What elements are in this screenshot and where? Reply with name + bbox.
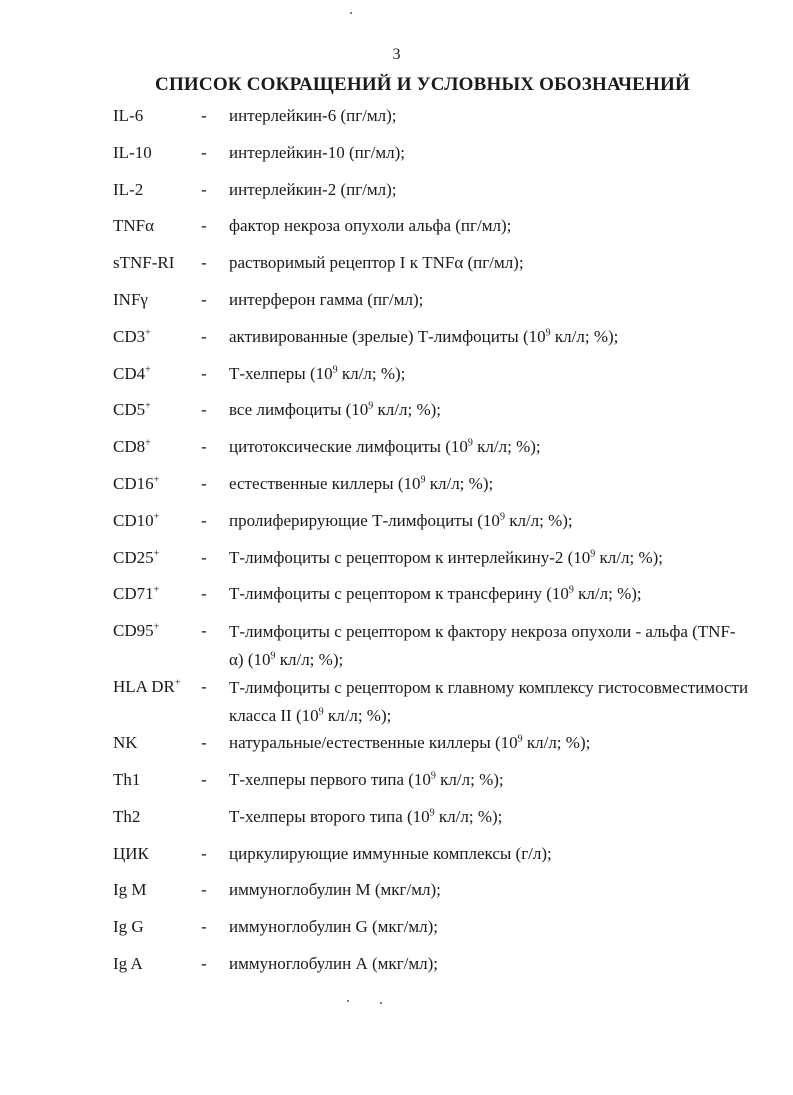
abbreviation-dash: -	[201, 621, 207, 641]
abbreviation-definition	[229, 762, 504, 799]
definition-exponent: 9	[545, 327, 551, 339]
abbreviation-term	[113, 836, 149, 873]
abbreviation-dash: -	[201, 880, 207, 900]
abbreviation-definition	[229, 282, 423, 319]
abbreviation-row	[113, 909, 753, 946]
definition-unit: кл/л; %);	[595, 547, 663, 567]
abbreviation-row	[113, 540, 753, 577]
definition-exponent: 9	[568, 584, 574, 596]
abbreviation-term-text: Th2	[113, 806, 141, 826]
definition-text: циркулирующие иммунные комплексы (г/л);	[229, 843, 552, 863]
definition-text: иммуноглобулин А (мкг/мл);	[229, 953, 439, 973]
abbreviation-definition	[229, 576, 642, 613]
abbreviation-term	[113, 172, 143, 209]
abbreviation-definition	[229, 429, 541, 466]
abbreviation-term	[113, 98, 143, 135]
abbreviation-row	[113, 613, 753, 669]
abbreviation-term	[113, 872, 147, 909]
definition-unit: кл/л; %);	[472, 437, 541, 457]
abbreviation-term	[113, 799, 140, 836]
abbreviation-row	[113, 669, 753, 725]
definition-text: Т-хелперы первого типа (10	[229, 769, 431, 789]
abbreviation-definition	[229, 503, 573, 540]
abbreviation-definition	[229, 392, 441, 429]
abbreviation-definition	[229, 618, 749, 674]
abbreviation-term-text: ЦИК	[113, 843, 149, 863]
abbreviation-superscript: +	[153, 547, 160, 559]
abbreviation-term	[113, 669, 181, 706]
abbreviation-term	[113, 392, 151, 429]
abbreviation-row	[113, 946, 753, 983]
abbreviation-dash: -	[201, 253, 207, 273]
definition-text: Т-лимфоциты с рецептором к фактору некроза опухоли - альфа (TNF-α) (10	[229, 622, 736, 670]
definition-exponent: 9	[429, 807, 435, 819]
abbreviation-definition	[229, 946, 438, 983]
definition-text: фактор некроза опухоли альфа (пг/мл);	[229, 216, 512, 236]
abbreviation-dash: -	[201, 510, 207, 530]
abbreviation-row	[113, 466, 753, 503]
definition-text: Т-лимфоциты с рецептором к главному комплексу гистосовместимости класса II (10	[229, 678, 749, 726]
abbreviation-term	[113, 762, 140, 799]
definition-exponent: 9	[430, 770, 436, 782]
abbreviation-term-text: Ig G	[113, 917, 144, 937]
abbreviation-term	[113, 356, 151, 393]
abbreviation-term-text: Ig A	[113, 953, 143, 973]
definition-unit: кл/л; %);	[504, 510, 573, 530]
abbreviation-term	[113, 429, 151, 466]
definition-text: цитотоксические лимфоциты (10	[229, 437, 468, 457]
abbreviation-term-text: Th1	[113, 769, 141, 789]
definition-exponent: 9	[332, 363, 338, 375]
abbreviation-term-text: TNFα	[113, 216, 155, 236]
abbreviation-superscript: +	[145, 363, 151, 375]
abbreviation-term	[113, 208, 154, 245]
abbreviation-term-text: CD10	[113, 510, 154, 530]
definition-text: Т-лимфоциты с рецептором к интерлейкину-2 (10	[229, 547, 591, 567]
scan-speck	[380, 1002, 382, 1004]
abbreviation-term-text: IL-6	[113, 106, 144, 125]
definition-exponent: 9	[590, 547, 596, 559]
definition-exponent: 9	[368, 400, 374, 412]
abbreviation-row	[113, 725, 753, 762]
abbreviation-row	[113, 392, 753, 429]
abbreviation-definition	[229, 172, 397, 209]
abbreviation-dash: -	[201, 953, 207, 973]
scan-speck	[350, 12, 352, 14]
abbreviation-superscript: +	[153, 474, 160, 486]
abbreviation-definition	[229, 98, 397, 135]
abbreviation-dash: -	[201, 843, 207, 863]
definition-text: натуральные/естественные киллеры (10	[229, 733, 518, 753]
abbreviation-term	[113, 725, 138, 762]
abbreviation-superscript: +	[153, 584, 160, 596]
definition-unit: кл/л; %);	[425, 473, 494, 493]
abbreviation-term-text: CD3	[113, 326, 146, 346]
definition-exponent: 9	[420, 474, 426, 486]
abbreviation-superscript: +	[174, 677, 181, 689]
abbreviation-dash: -	[201, 473, 207, 493]
abbreviation-dash: -	[201, 289, 207, 309]
abbreviation-definition	[229, 799, 502, 836]
definition-text: естественные киллеры (10	[229, 473, 421, 493]
definition-unit: кл/л; %);	[323, 706, 392, 726]
abbreviation-row	[113, 98, 753, 135]
abbreviation-dash: -	[201, 917, 207, 937]
abbreviation-dash: -	[201, 769, 207, 789]
abbreviation-term-text: HLA DR	[113, 677, 175, 697]
definition-text: растворимый рецептор I к TNFα (пг/мл);	[229, 253, 524, 273]
abbreviation-term-text: CD5	[113, 400, 146, 420]
abbreviation-row	[113, 135, 753, 172]
abbreviation-row	[113, 172, 753, 209]
page-number: 3	[392, 46, 401, 63]
abbreviation-term	[113, 319, 151, 356]
abbreviation-dash: -	[201, 363, 207, 383]
abbreviation-definition	[229, 872, 441, 909]
abbreviation-term	[113, 576, 159, 613]
abbreviation-row	[113, 282, 753, 319]
definition-unit: кл/л; %);	[573, 584, 642, 604]
abbreviation-definition	[229, 319, 618, 356]
definition-text: пролиферирующие Т-лимфоциты (10	[229, 510, 500, 530]
definition-unit: кл/л; %);	[373, 400, 442, 420]
abbreviation-row	[113, 319, 753, 356]
definition-text: иммуноглобулин М (мкг/мл);	[229, 880, 441, 900]
abbreviation-dash: -	[201, 437, 207, 457]
abbreviation-row	[113, 356, 753, 393]
abbreviation-term	[113, 946, 143, 983]
definition-unit: кл/л; %);	[434, 806, 503, 826]
abbreviation-term	[113, 282, 148, 319]
abbreviation-definition	[229, 245, 524, 282]
abbreviation-dash: -	[201, 547, 207, 567]
definition-text: интерлейкин-2 (пг/мл);	[229, 179, 397, 199]
abbreviation-superscript: +	[153, 511, 160, 523]
abbreviation-definition	[229, 356, 405, 393]
abbreviation-dash: -	[201, 733, 207, 753]
definition-text: Т-хелперы второго типа (10	[229, 806, 430, 826]
abbreviation-dash: -	[201, 400, 207, 420]
abbreviation-superscript: +	[145, 437, 151, 449]
definition-text: интерферон гамма (пг/мл);	[229, 289, 424, 309]
abbreviation-superscript: +	[145, 400, 151, 412]
abbreviation-superscript: +	[153, 621, 160, 633]
definition-unit: кл/л; %);	[275, 650, 344, 670]
definition-unit: кл/л; %);	[522, 733, 591, 753]
abbreviation-dash: -	[201, 326, 207, 346]
abbreviation-term-text: sTNF-RI	[113, 253, 175, 273]
abbreviation-term-text: CD25	[113, 547, 154, 567]
abbreviation-definition	[229, 674, 749, 730]
abbreviation-row	[113, 762, 753, 799]
definition-text: Т-лимфоциты с рецептором к трансферину (10	[229, 584, 569, 604]
abbreviation-term	[113, 466, 159, 503]
abbreviation-definition	[229, 725, 590, 762]
abbreviation-row	[113, 208, 753, 245]
abbreviation-definition	[229, 208, 511, 245]
scan-speck	[347, 1000, 349, 1002]
definition-exponent: 9	[499, 511, 505, 523]
abbreviation-definition	[229, 836, 552, 873]
abbreviation-superscript: +	[145, 327, 151, 339]
definition-text: иммуноглобулин G (мкг/мл);	[229, 917, 439, 937]
abbreviation-row	[113, 799, 753, 836]
abbreviation-term-text: IL-2	[113, 179, 144, 199]
abbreviation-definition	[229, 466, 493, 503]
abbreviation-dash: -	[201, 216, 207, 236]
abbreviation-term	[113, 613, 159, 650]
abbreviation-term-text: CD95	[113, 621, 154, 641]
abbreviation-term-text: CD16	[113, 473, 154, 493]
definition-unit: кл/л; %);	[550, 326, 619, 346]
abbreviation-row	[113, 872, 753, 909]
abbreviation-definition	[229, 540, 663, 577]
abbreviation-dash: -	[201, 106, 207, 125]
definition-exponent: 9	[517, 733, 523, 745]
abbreviation-term-text: CD4	[113, 363, 146, 383]
abbreviation-term-text: Ig M	[113, 880, 147, 900]
abbreviation-list	[113, 98, 753, 983]
abbreviation-row	[113, 503, 753, 540]
page-title: СПИСОК СОКРАЩЕНИЙ И УСЛОВНЫХ ОБОЗНАЧЕНИЙ	[155, 74, 690, 95]
abbreviation-row	[113, 429, 753, 466]
definition-unit: кл/л; %);	[435, 769, 504, 789]
abbreviation-term	[113, 245, 174, 282]
definition-exponent: 9	[467, 437, 473, 449]
abbreviation-term-text: CD8	[113, 437, 146, 457]
definition-text: интерлейкин-10 (пг/мл);	[229, 142, 406, 162]
abbreviation-term	[113, 135, 152, 172]
abbreviation-dash: -	[201, 179, 207, 199]
abbreviation-definition	[229, 909, 438, 946]
abbreviation-definition	[229, 135, 405, 172]
abbreviation-term-text: NK	[113, 733, 138, 753]
abbreviation-term	[113, 540, 159, 577]
definition-text: все лимфоциты (10	[229, 400, 369, 420]
abbreviation-row	[113, 245, 753, 282]
definition-text: Т-хелперы (10	[229, 363, 333, 383]
definition-exponent: 9	[270, 650, 276, 662]
abbreviation-row	[113, 836, 753, 873]
definition-unit: кл/л; %);	[337, 363, 406, 383]
abbreviation-term-text: IL-10	[113, 142, 152, 162]
definition-text: интерлейкин-6 (пг/мл);	[229, 106, 397, 125]
abbreviation-dash: -	[201, 677, 207, 697]
definition-exponent: 9	[318, 706, 324, 718]
abbreviation-term	[113, 503, 159, 540]
abbreviation-term	[113, 909, 144, 946]
abbreviation-row	[113, 576, 753, 613]
abbreviation-dash: -	[201, 142, 207, 162]
abbreviation-dash: -	[201, 584, 207, 604]
definition-text: активированные (зрелые) Т-лимфоциты (10	[229, 326, 546, 346]
abbreviation-term-text: INFγ	[113, 289, 148, 309]
abbreviation-term-text: CD71	[113, 584, 154, 604]
